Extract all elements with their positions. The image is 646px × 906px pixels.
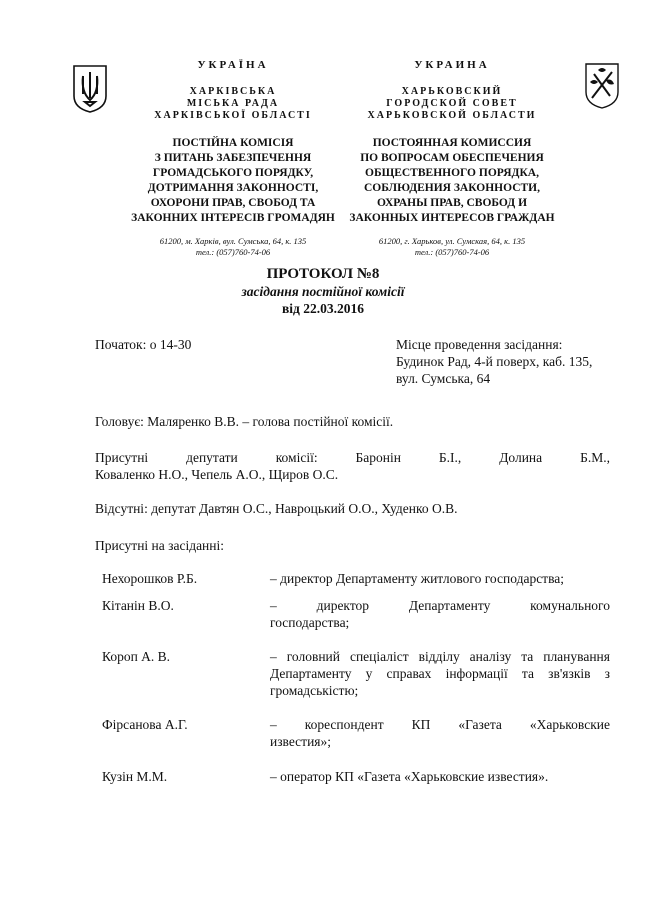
attendee-name: Фірсанова А.Г.: [102, 717, 188, 732]
absent-line: Відсутні: депутат Давтян О.С., Навроцький О.О., Худенко О.В.: [95, 501, 458, 516]
present-deputies: [95, 449, 610, 483]
council-name-ua: ХАРКІВСЬКА МІСЬКА РАДА ХАРКІВСЬКОЇ ОБЛАСТІ: [154, 86, 312, 121]
protocol-title: [0, 265, 646, 317]
protocol-date: від 22.03.2016: [282, 301, 364, 316]
header-right: [332, 58, 572, 258]
country-name-ru: УКРАИНА: [414, 59, 490, 71]
commission-name-ru: ПОСТОЯННАЯ КОМИССИЯ ПО ВОПРОСАМ ОБЕСПЕЧЕНИЯ ОБЩЕСТВЕННОГО ПОРЯДКА, СОБЛЮДЕНИЯ ЗАКОННОСТИ, ОХРАНЫ ПРАВ, СВОБОД И ЗАКОННЫХ ИНТЕРЕСОВ ГРАЖДАН: [349, 137, 555, 224]
commission-name-ua: ПОСТІЙНА КОМІСІЯ З ПИТАНЬ ЗАБЕЗПЕЧЕННЯ ГРОМАДСЬКОГО ПОРЯДКУ, ДОТРИМАННЯ ЗАКОННОСТІ, ОХОРОНИ ПРАВ, СВОБОД ТА ЗАКОННИХ ІНТЕРЕСІВ ГРОМАДЯН: [131, 137, 335, 224]
address-ru: 61200, г. Харьков, ул. Сумская, 64, к. 135 тел.: (057)760-74-06: [332, 236, 572, 258]
council-name-ru: ХАРЬКОВСКИЙ ГОРОДСКОЙ СОВЕТ ХАРЬКОВСКОЙ ОБЛАСТИ: [367, 86, 537, 121]
attendee-name: Нехорошков Р.Б.: [102, 571, 198, 586]
country-name-ua: УКРАЇНА: [197, 59, 269, 71]
attendee-name: Кітанін В.О.: [102, 598, 174, 613]
attendees-heading: Присутні на засіданні:: [95, 538, 225, 553]
phone-ru: тел.: (057)760-74-06: [414, 247, 490, 257]
present-line-1: Присутні депутати комісії: Баронін Б.І., Долина Б.М.,: [95, 450, 610, 465]
kharkiv-coat-of-arms-icon: [584, 62, 620, 110]
attendee-role: – директор Департаменту комунального господарства;: [270, 598, 610, 630]
attendee-role: – головний спеціаліст відділу аналізу та планування Департаменту у справах інформації та зв'язків з громадськістю;: [270, 649, 610, 698]
phone-ua: тел.: (057)760-74-06: [195, 247, 271, 257]
protocol-number: ПРОТОКОЛ №8: [266, 266, 380, 282]
meeting-start: Початок: о 14-30: [95, 337, 192, 352]
present-line-2: Коваленко Н.О., Чепель А.О., Щиров О.С.: [95, 467, 339, 482]
header-left: [113, 58, 353, 258]
chair-line: Головує: Маляренко В.В. – голова постійної комісії.: [95, 414, 394, 429]
ukraine-coat-of-arms-icon: [72, 64, 108, 114]
attendee-role: – кореспондент КП «Газета «Харьковские известия»;: [270, 717, 610, 749]
meeting-place: Місце проведення засідання: Будинок Рад, 4-й поверх, каб. 135, вул. Сумська, 64: [396, 337, 593, 386]
attendee-name: Короп А. В.: [102, 649, 171, 664]
attendee-role: – оператор КП «Газета «Харьковские известия».: [270, 769, 549, 784]
protocol-subtitle: засідання постійної комісії: [241, 284, 405, 299]
address-ua: 61200, м. Харків, вул. Сумська, 64, к. 135 тел.: (057)760-74-06: [113, 236, 353, 258]
attendee-role: – директор Департаменту житлового господарства;: [270, 571, 565, 586]
attendee-name: Кузін М.М.: [102, 769, 168, 784]
